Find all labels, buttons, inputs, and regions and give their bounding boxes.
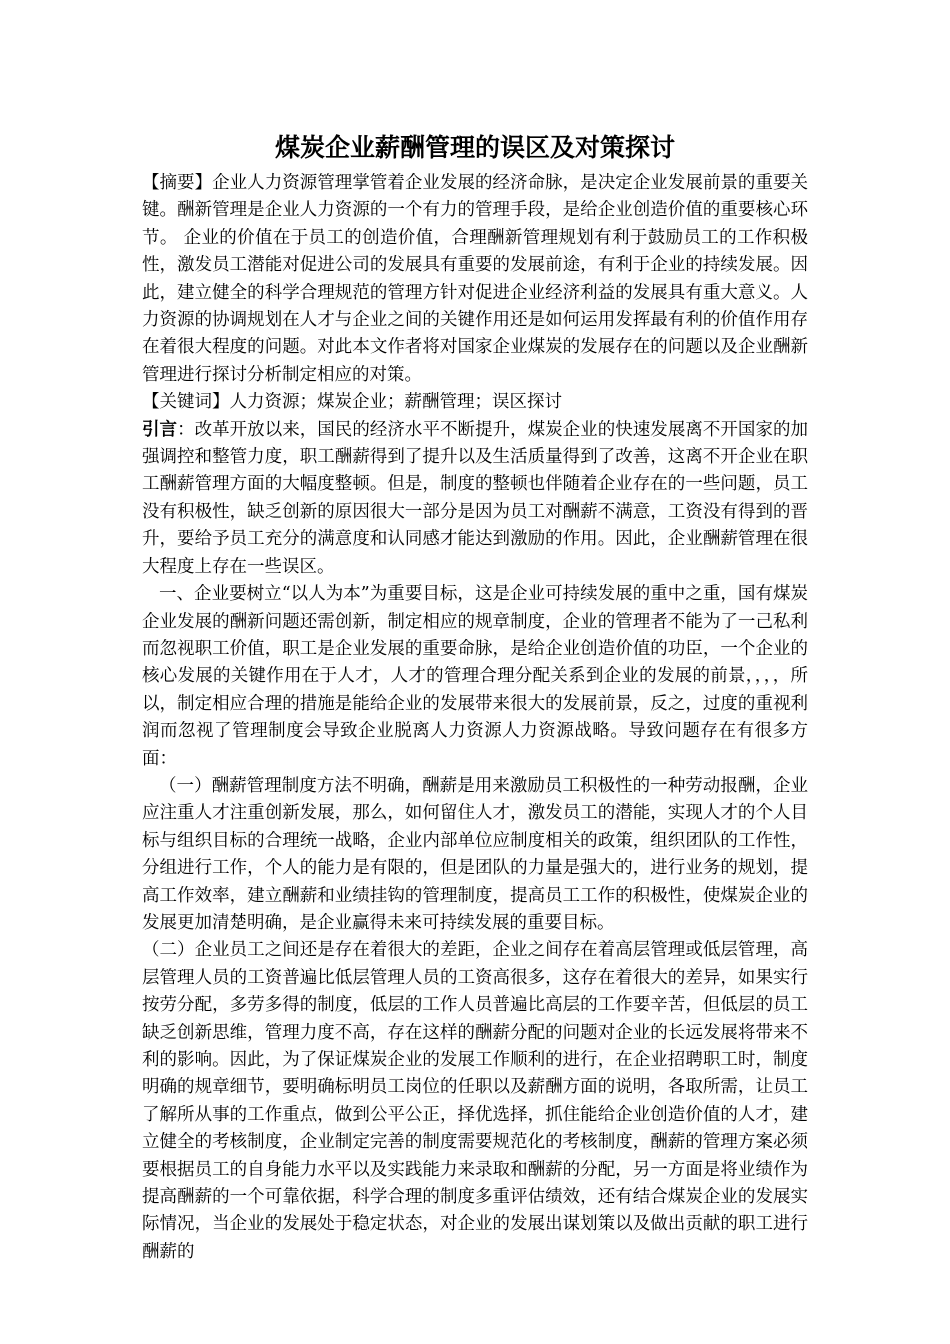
intro-paragraph [142,417,808,581]
document-page [142,130,808,1266]
abstract-text: 企业人力资源管理掌管着企业发展的经济命脉，是决定企业发展前景的重要关键。酬新管理是企业人力资源的一个有力的管理手段，是给企业创造价值的重要核心环节。 企业的价值在于员工的创造价值，合理酬新管理规划有利于鼓励员工的工作积极性，激发员工潜能对促进公司的发展具有重要的发展前途，有利于企业的持续发展。因此，建立健全的科学合理规范的管理方针对促进企业经济利益的发展具有重大意义。人力资源的协调规划在人才与企业之间的关键作用还是如何运用发挥最有利的价值作用存在着很大程度的问题。对此本文作者将对国家企业煤炭的发展存在的问题以及企业酬新管理进行探讨分析制定相应的对策。 [142,173,808,385]
section-one-paragraph: 一、企业要树立“以人为本”为重要目标，这是企业可持续发展的重中之重，国有煤炭企业发展的酬新问题还需创新，制定相应的规章制度，企业的管理者不能为了一己私利而忽视职工价值，职工是企业发展的重要命脉，是给企业创造价值的功臣，一个企业的核心发展的关键作用在于人才，人才的管理合理分配关系到企业的发展的前景，，，，所以，制定相应合理的措施是能给企业的发展带来很大的发展前景，反之，过度的重视利润而忽视了管理制度会导致企业脱离人力资源人力资源战略。导致问题存在有很多方面： [142,584,808,769]
point-two-paragraph: （二）企业员工之间还是存在着很大的差距，企业之间存在着高层管理或低层管理，高层管理人员的工资普遍比低层管理人员的工资高很多，这存在着很大的差异，如果实行按劳分配，多劳多得的制度，低层的工作人员普遍比高层的工作要辛苦，但低层的员工缺乏创新思维，管理力度不高，存在这样的酬薪分配的问题对企业的长远发展将带来不利的影响。因此，为了保证煤炭企业的发展工作顺利的进行，在企业招聘职工时，制度明确的规章细节，要明确标明员工岗位的任职以及薪酬方面的说明，各取所需，让员工了解所从事的工作重点，做到公平公正，择优选择，抓住能给企业创造价值的人才，建立健全的考核制度，企业制定完善的制度需要规范化的考核制度，酬薪的管理方案必须要根据员工的自身能力水平以及实践能力来录取和酬薪的分配，另一方面是将业绩作为提高酬薪的一个可靠依据，科学合理的制度多重评估绩效，还有结合煤炭企业的发展实际情况，当企业的发展处于稳定状态，对企业的发展出谋划策以及做出贡献的职工进行酬薪的 [142,940,808,1262]
intro-label: 引言 [142,419,178,440]
keywords-text: 人力资源；煤炭企业；薪酬管理；误区探讨 [229,392,562,413]
page-title: 煤炭企业薪酬管理的误区及对策探讨 [274,133,675,162]
keywords-paragraph [142,389,808,416]
intro-text: ：改革开放以来，国民的经济水平不断提升，煤炭企业的快速发展离不开国家的加强调控和整管力度，职工酬薪得到了提升以及生活质量得到了改善，这离不开企业在职工酬薪管理方面的大幅度整顿。但是，制度的整顿也伴随着企业存在的一些问题，员工没有积极性，缺乏创新的原因很大一部分是因为员工对酬薪不满意，工资没有得到的晋升，要给予员工充分的满意度和认同感才能达到激励的作用。因此，企业酬薪管理在很大程度上存在一些误区。 [142,419,809,577]
point-one-paragraph: （一）酬薪管理制度方法不明确，酬薪是用来激励员工积极性的一种劳动报酬，企业应注重人才注重创新发展，那么，如何留住人才，激发员工的潜能，实现人才的个人目标与组织目标的合理统一战略，企业内部单位应制度相关的政策，组织团队的工作性，分组进行工作，个人的能力是有限的，但是团队的力量是强大的，进行业务的规划，提高工作效率，建立酬薪和业绩挂钩的管理制度，提高员工工作的积极性，使煤炭企业的发展更加清楚明确，是企业赢得未来可持续发展的重要目标。 [142,775,808,933]
keywords-label: 【关键词】 [142,392,230,413]
abstract-paragraph [142,170,808,389]
abstract-label: 【摘要】 [142,173,213,193]
